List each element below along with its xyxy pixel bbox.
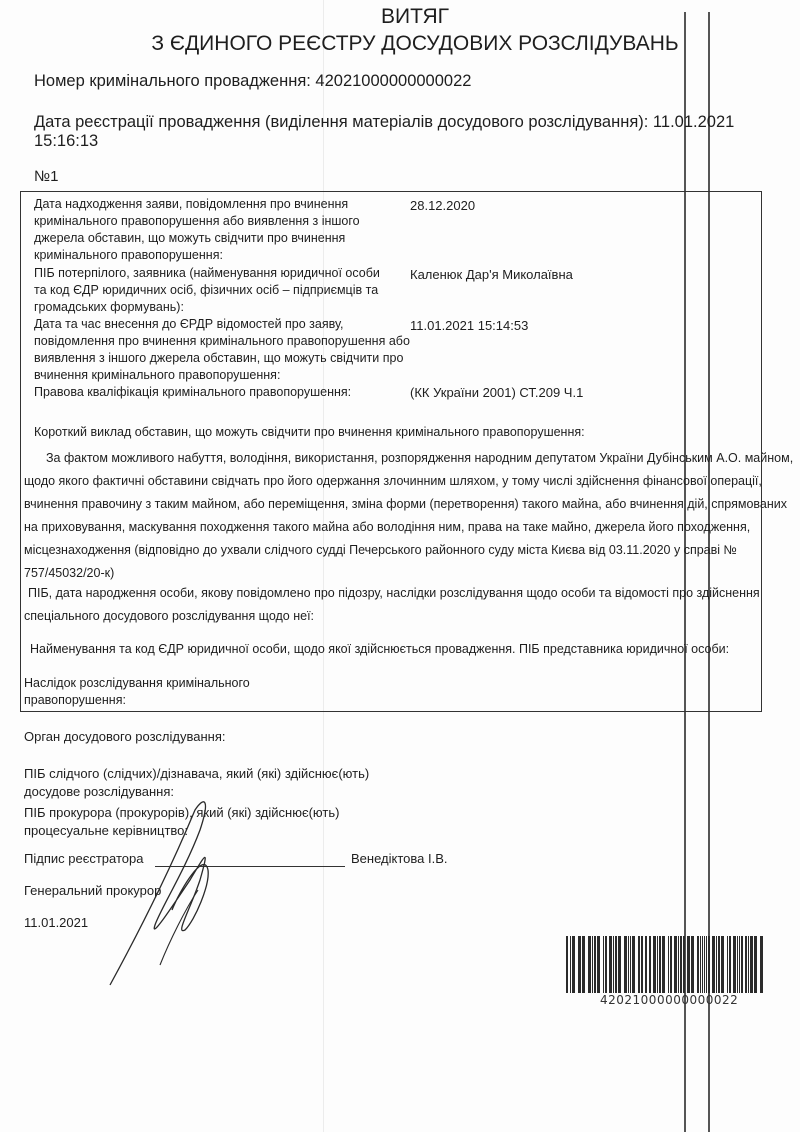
barcode-bar bbox=[704, 936, 705, 993]
barcode-bar bbox=[668, 936, 669, 993]
barcode-bar bbox=[578, 936, 581, 993]
barcode-bar bbox=[613, 936, 614, 993]
barcode-bar bbox=[739, 936, 740, 993]
barcode-bar bbox=[597, 936, 600, 993]
barcode-bar bbox=[592, 936, 593, 993]
investigator-label: ПІБ слідчого (слідчих)/дізнавача, який (які) здійснює(ють) досудове розслідування: bbox=[24, 766, 370, 799]
barcode-bar bbox=[645, 936, 647, 993]
barcode-bar bbox=[628, 936, 629, 993]
barcode-bar bbox=[630, 936, 631, 993]
position-label: Генеральний прокурор bbox=[24, 883, 162, 898]
barcode-bar bbox=[566, 936, 568, 993]
barcode-bar bbox=[603, 936, 604, 993]
field-value: Каленюк Дар'я Миколаївна bbox=[410, 267, 573, 282]
barcode-bar bbox=[745, 936, 747, 993]
field-label: Дата та час внесення до ЄРДР відомостей про заяву, повідомлення про вчинення кримінального правопорушення або виявлення з іншого джерела обставин, що можуть свідчити про вчинення кримінального правопорушення: bbox=[34, 317, 410, 382]
document-subtitle: З ЄДИНОГО РЕЄСТРУ ДОСУДОВИХ РОЗСЛІДУВАНЬ bbox=[151, 32, 679, 55]
document-date: 11.01.2021 bbox=[24, 915, 89, 930]
barcode-bar bbox=[727, 936, 728, 993]
authority-label: Орган досудового розслідування: bbox=[24, 729, 226, 744]
barcode-bar bbox=[683, 936, 685, 993]
handwritten-signature bbox=[100, 790, 220, 990]
barcode-bar bbox=[754, 936, 757, 993]
barcode-bar bbox=[649, 936, 651, 993]
barcode-bar bbox=[712, 936, 715, 993]
barcode-bar bbox=[615, 936, 617, 993]
summary-heading: Короткий виклад обставин, що можуть свідчити про вчинення кримінального правопорушення: bbox=[34, 425, 585, 439]
barcode-bar bbox=[700, 936, 701, 993]
barcode-bar bbox=[662, 936, 665, 993]
field-value: (КК України 2001) СТ.209 Ч.1 bbox=[410, 385, 584, 400]
legal-entity-info: Найменування та код ЄДР юридичної особи, щодо якої здійснюється провадження. ПІБ представника юридичної особи: bbox=[30, 642, 730, 656]
barcode-bar bbox=[605, 936, 607, 993]
barcode-bar bbox=[632, 936, 635, 993]
barcode-bar bbox=[659, 936, 661, 993]
barcode-bar bbox=[741, 936, 743, 993]
barcode-bar bbox=[572, 936, 575, 993]
field-label: ПІБ потерпілого, заявника (найменування юридичної особи та код ЄДР юридичних осіб, фізичних осіб – підприємців та громадських формувань): bbox=[34, 266, 380, 314]
barcode-bar bbox=[609, 936, 612, 993]
barcode-bar bbox=[582, 936, 585, 993]
field-value: 28.12.2020 bbox=[410, 198, 476, 213]
barcode-bar bbox=[657, 936, 658, 993]
barcode-bar bbox=[729, 936, 731, 993]
barcode-bar bbox=[653, 936, 656, 993]
suspect-info: ПІБ, дата народження особи, якову повідомлено про підозру, наслідки розслідування щодо особи та відомості про здійснення спеціального досудового розслідування щодо неї: bbox=[24, 586, 760, 623]
barcode-bar bbox=[750, 936, 753, 993]
barcode-bar bbox=[702, 936, 703, 993]
barcode-bar bbox=[718, 936, 720, 993]
barcode-number: 42021000000000022 bbox=[600, 993, 739, 1007]
barcode-bar bbox=[594, 936, 596, 993]
barcode-bar bbox=[618, 936, 621, 993]
investigation-result: Наслідок розслідування кримінального правопорушення: bbox=[24, 676, 250, 707]
field-label: Правова кваліфікація кримінального правопорушення: bbox=[34, 385, 352, 399]
barcode-bar bbox=[691, 936, 694, 993]
barcode-bar bbox=[697, 936, 699, 993]
barcode-bar bbox=[733, 936, 736, 993]
barcode-bar bbox=[737, 936, 738, 993]
prosecutor-label: ПІБ прокурора (прокурорів), який (які) здійснює(ють) процесуальне керівництво: bbox=[24, 805, 340, 838]
field-label: Дата надходження заяви, повідомлення про вчинення кримінального правопорушення або виявлення з іншого джерела обставин, що можуть свідчити про вчинення кримінального правопорушення: bbox=[34, 197, 360, 262]
barcode-bar bbox=[760, 936, 763, 993]
barcode-bar bbox=[678, 936, 679, 993]
barcode-bar bbox=[721, 936, 724, 993]
barcode-bar bbox=[706, 936, 707, 993]
barcode-bar bbox=[674, 936, 677, 993]
barcode-bar bbox=[716, 936, 717, 993]
barcode-bar bbox=[624, 936, 627, 993]
barcode-bar bbox=[670, 936, 672, 993]
case-number: Номер кримінального провадження: 42021000000000022 bbox=[34, 72, 472, 90]
barcode-bar bbox=[687, 936, 690, 993]
entry-number: №1 bbox=[34, 168, 59, 185]
field-value: 11.01.2021 15:14:53 bbox=[410, 318, 529, 333]
barcode-bar bbox=[570, 936, 571, 993]
summary-text: За фактом можливого набуття, володіння, використання, розпорядження народним депутатом України Дубінським А.О. майном, щодо якого фактичні обставини свідчать про його одержання злочинним шляхом, у тому числі здійснення фінансової операції, вчинення правочину з таким майном, або переміщення, зміна форми (перетворення) такого майна, або вчинення дій, спрямованих на приховування, маскування походження такого майна або володіння ним, права на таке майно, джерела його походження, місцезнаходження (відповідно до ухвали слідчого судді Печерського районного суду міста Києва від 03.11.2020 у справі № 757/45032/20-к) bbox=[24, 451, 794, 580]
barcode-bar bbox=[638, 936, 640, 993]
registration-date: Дата реєстрації провадження (виділення матеріалів досудового розслідування): 11.01.2021 bbox=[34, 113, 735, 131]
registrar-name: Венедіктова І.В. bbox=[351, 851, 448, 866]
barcode-bar bbox=[641, 936, 643, 993]
registrar-signature-label: Підпис реєстратора bbox=[24, 851, 144, 866]
barcode-bar bbox=[748, 936, 749, 993]
document-title: ВИТЯГ bbox=[380, 5, 449, 28]
barcode-bar bbox=[680, 936, 682, 993]
barcode-bar bbox=[708, 936, 710, 993]
registration-time: 15:16:13 bbox=[34, 132, 99, 150]
barcode bbox=[566, 936, 768, 993]
barcode-bar bbox=[588, 936, 591, 993]
